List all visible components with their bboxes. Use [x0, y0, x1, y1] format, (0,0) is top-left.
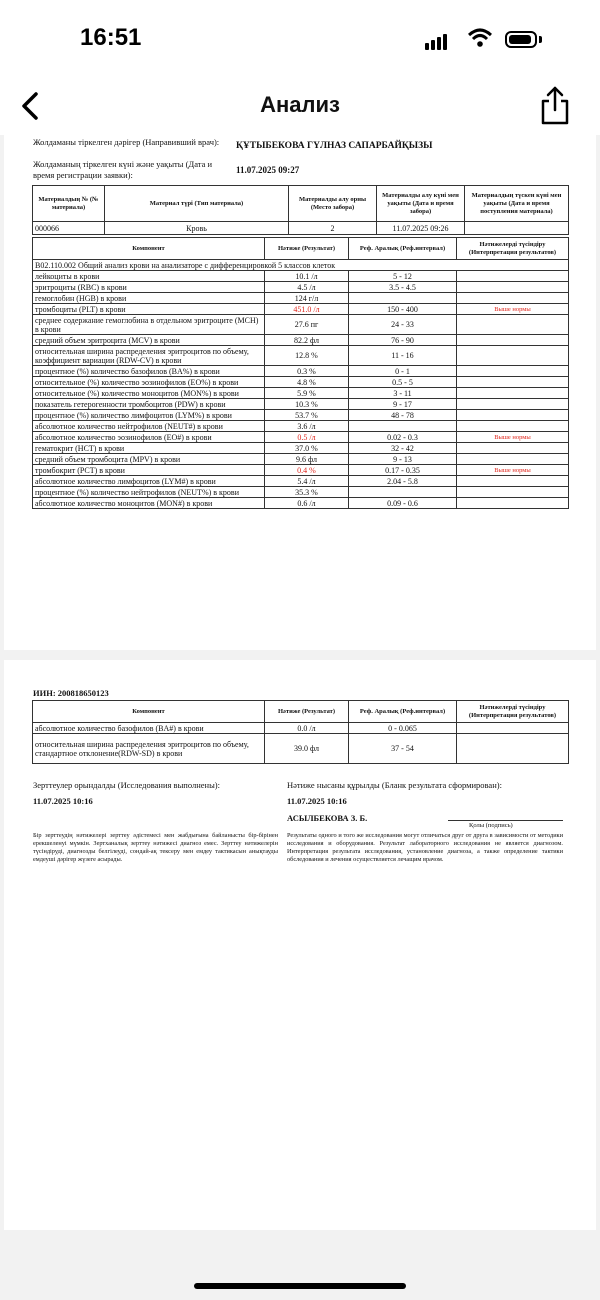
results-header: Реф. Аралық (Реф.интервал) [349, 238, 457, 260]
registration-label: Жолдаманың тіркелген күні және уақыты (Дата и время регистрации заявки): [33, 159, 213, 180]
result-name: гемоглобин (HGB) в крови [33, 293, 265, 304]
interpretation [457, 346, 569, 366]
results-table-2 [32, 700, 569, 764]
material-cell: 000066 [33, 222, 105, 235]
table-row [33, 487, 569, 498]
formed-value: 11.07.2025 10:16 [287, 796, 347, 806]
page-title: Анализ [260, 92, 340, 117]
result-value: 0.6 /л [265, 498, 349, 509]
result-name: процентное (%) количество лимфоцитов (LYM%) в крови [33, 410, 265, 421]
result-value: 124 г/л [265, 293, 349, 304]
result-value: 12.8 % [265, 346, 349, 366]
result-value: 0.5 /л [265, 432, 349, 443]
interpretation [457, 498, 569, 509]
table-row [33, 454, 569, 465]
result-value: 27.6 пг [265, 315, 349, 335]
results-header: Компонент [33, 238, 265, 260]
interpretation [457, 282, 569, 293]
table-row [33, 271, 569, 282]
signature-caption: Қолы (подпись) [469, 822, 513, 829]
interpretation [457, 443, 569, 454]
reference-range [349, 293, 457, 304]
interpretation [457, 723, 569, 734]
status-time: 16:51 [80, 24, 142, 51]
result-value: 5.4 /л [265, 476, 349, 487]
result-name: лейкоциты в крови [33, 271, 265, 282]
reference-range: 32 - 42 [349, 443, 457, 454]
table-row [33, 443, 569, 454]
material-cell: Кровь [105, 222, 289, 235]
interpretation: Выше нормы [457, 304, 569, 315]
reference-range: 0 - 1 [349, 366, 457, 377]
signature-line [448, 820, 563, 821]
reference-range: 48 - 78 [349, 410, 457, 421]
table-row [33, 388, 569, 399]
results-header: Нәтиже (Результат) [265, 238, 349, 260]
reference-range: 3.5 - 4.5 [349, 282, 457, 293]
interpretation [457, 335, 569, 346]
material-header: Материалды алу күні мен уақыты (Дата и время забора) [377, 186, 465, 222]
result-value: 4.8 % [265, 377, 349, 388]
reference-range: 9 - 13 [349, 454, 457, 465]
table-row [33, 432, 569, 443]
result-name: средний объем тромбоцита (MPV) в крови [33, 454, 265, 465]
reference-range: 76 - 90 [349, 335, 457, 346]
result-name: процентное (%) количество базофилов (BA%) в крови [33, 366, 265, 377]
table-row [33, 410, 569, 421]
nav-bar [0, 80, 600, 135]
table-row [33, 734, 569, 764]
document-page-2 [4, 660, 596, 1230]
patient-iin: ИИН: 200818650123 [33, 688, 109, 698]
reference-range: 0.09 - 0.6 [349, 498, 457, 509]
interpretation [457, 476, 569, 487]
table-row [33, 346, 569, 366]
doctor-value: ҚҰТЫБЕКОВА ГҮЛНАЗ САПАРБАЙҚЫЗЫ [236, 141, 433, 151]
material-table [32, 185, 569, 235]
interpretation: Выше нормы [457, 432, 569, 443]
result-name: относительная ширина распределения эритроцитов по объему, коэффициент вариации (RDW-CV) в крови [33, 346, 265, 366]
status-bar [0, 0, 600, 80]
results-body-2 [33, 723, 569, 764]
material-header: Материал түрі (Тип материала) [105, 186, 289, 222]
result-name: относительная ширина распределения эритроцитов по объему, стандартное отклонение(RDW-SD) в крови [33, 734, 265, 764]
result-value: 9.6 фл [265, 454, 349, 465]
share-button[interactable] [538, 84, 572, 126]
result-name: тромбоциты (PLT) в крови [33, 304, 265, 315]
result-value: 53.7 % [265, 410, 349, 421]
material-header: Материалдың түскен күні мен уақыты (Дата и время поступления материала) [465, 186, 569, 222]
reference-range: 150 - 400 [349, 304, 457, 315]
result-name: относительное (%) количество моноцитов (MON%) в крови [33, 388, 265, 399]
interpretation [457, 487, 569, 498]
result-name: процентное (%) количество нейтрофилов (NEUT%) в крови [33, 487, 265, 498]
reference-range: 0.02 - 0.3 [349, 432, 457, 443]
doctor-label: Жолдаманы тіркелген дәрігер (Направивший врач): [33, 137, 220, 147]
section-title: В02.110.002 Общий анализ крови на анализаторе с дифференцировкой 5 классов клеток [33, 260, 569, 271]
result-name: абсолютное количество лимфоцитов (LYM#) в крови [33, 476, 265, 487]
result-value: 0.3 % [265, 366, 349, 377]
result-name: абсолютное количество базофилов (BA#) в крови [33, 723, 265, 734]
results-header: Нәтижелерді түсіндіру (Интерпретация результатов) [457, 238, 569, 260]
disclaimer-ru: Результаты одного и того же исследования могут отличаться друг от друга в зависимости от методики исследования и оборудования. Результат лабораторного исследования не является диагнозом. Интерпретация результата исследования, установление диагноза, а также определение тактики обследования и лечения осуществляется лечащим врачом. [287, 832, 563, 863]
result-value: 82.2 фл [265, 335, 349, 346]
interpretation [457, 366, 569, 377]
material-cell [465, 222, 569, 235]
interpretation: Выше нормы [457, 465, 569, 476]
done-label: Зерттеулер орындалды (Исследования выполнены): [33, 780, 220, 790]
material-cell: 2 [289, 222, 377, 235]
result-value: 37.0 % [265, 443, 349, 454]
result-name: средний объем эритроцита (MCV) в крови [33, 335, 265, 346]
material-header: Материалды алу орны (Место забора) [289, 186, 377, 222]
formed-label: Нәтиже нысаны құрылды (Бланк результата сформирован): [287, 780, 502, 790]
result-value: 0.0 /л [265, 723, 349, 734]
interpretation [457, 454, 569, 465]
reference-range [349, 487, 457, 498]
interpretation [457, 410, 569, 421]
result-value: 10.1 /л [265, 271, 349, 282]
reference-range: 0 - 0.065 [349, 723, 457, 734]
reference-range: 2.04 - 5.8 [349, 476, 457, 487]
registration-value: 11.07.2025 09:27 [236, 165, 300, 175]
result-value: 3.6 /л [265, 421, 349, 432]
reference-range [349, 421, 457, 432]
reference-range: 9 - 17 [349, 399, 457, 410]
table-row [33, 293, 569, 304]
result-name: среднее содержание гемоглобина в отдельном эритроците (MCH) в крови [33, 315, 265, 335]
table-row [33, 315, 569, 335]
interpretation [457, 734, 569, 764]
interpretation [457, 315, 569, 335]
reference-range: 5 - 12 [349, 271, 457, 282]
interpretation [457, 293, 569, 304]
material-cell: 11.07.2025 09:26 [377, 222, 465, 235]
results-body [33, 271, 569, 509]
interpretation [457, 377, 569, 388]
table-row [33, 399, 569, 410]
interpretation [457, 421, 569, 432]
result-name: эритроциты (RBC) в крови [33, 282, 265, 293]
table-row [33, 476, 569, 487]
table-row [33, 304, 569, 315]
reference-range: 3 - 11 [349, 388, 457, 399]
result-value: 5.9 % [265, 388, 349, 399]
result-value: 39.0 фл [265, 734, 349, 764]
reference-range: 37 - 54 [349, 734, 457, 764]
battery-icon [505, 31, 537, 48]
result-value: 4.5 /л [265, 282, 349, 293]
table-row [33, 465, 569, 476]
done-value: 11.07.2025 10:16 [33, 796, 93, 806]
interpretation [457, 388, 569, 399]
result-name: относительное (%) количество эозинофилов (EO%) в крови [33, 377, 265, 388]
table-row [33, 421, 569, 432]
results-table [32, 237, 569, 509]
result-name: показатель гетерогенности тромбоцитов (PDW) в крови [33, 399, 265, 410]
result-value: 35.3 % [265, 487, 349, 498]
result-name: тромбокрит (PCT) в крови [33, 465, 265, 476]
result-name: гематокрит (HCT) в крови [33, 443, 265, 454]
material-header: Материалдың № (№ материала) [33, 186, 105, 222]
document-page-1 [4, 135, 596, 650]
result-value: 0.4 % [265, 465, 349, 476]
table-row [33, 335, 569, 346]
cellular-signal-icon [425, 32, 451, 50]
interpretation [457, 271, 569, 282]
results-header: Компонент [33, 701, 265, 723]
results-header: Нәтиже (Результат) [265, 701, 349, 723]
result-name: абсолютное количество моноцитов (MON#) в крови [33, 498, 265, 509]
result-name: абсолютное количество нейтрофилов (NEUT#) в крови [33, 421, 265, 432]
result-value: 10.3 % [265, 399, 349, 410]
table-row [33, 377, 569, 388]
interpretation [457, 399, 569, 410]
results-header: Реф. Аралық (Реф.интервал) [349, 701, 457, 723]
table-row [33, 498, 569, 509]
reference-range: 0.17 - 0.35 [349, 465, 457, 476]
reference-range: 11 - 16 [349, 346, 457, 366]
reference-range: 0.5 - 5 [349, 377, 457, 388]
disclaimer-kz: Бір зерттеудің нәтижелері зерттеу әдістемесі мен жабдығына байланысты бір-бірінен ерекшеленуі мүмкін. Зертханалық зерттеу нәтижесі диагноз емес. Зерттеу нәтижелерін түсіндіруді, диагнозды белгілеуді, сондай-ақ тексеру мен емдеу тактикасын анықтауды емдеуші дәрігер жүзеге асырады. [33, 832, 278, 863]
results-header: Нәтижелерді түсіндіру (Интерпретация результатов) [457, 701, 569, 723]
wifi-icon [468, 28, 492, 48]
result-name: абсолютное количество эозинофилов (EO#) в крови [33, 432, 265, 443]
result-value: 451.0 /л [265, 304, 349, 315]
table-row [33, 282, 569, 293]
table-row [33, 366, 569, 377]
reference-range: 24 - 33 [349, 315, 457, 335]
table-row [33, 723, 569, 734]
signer-name: АСЫЛБЕКОВА З. Б. [287, 813, 368, 823]
home-indicator [194, 1283, 406, 1289]
